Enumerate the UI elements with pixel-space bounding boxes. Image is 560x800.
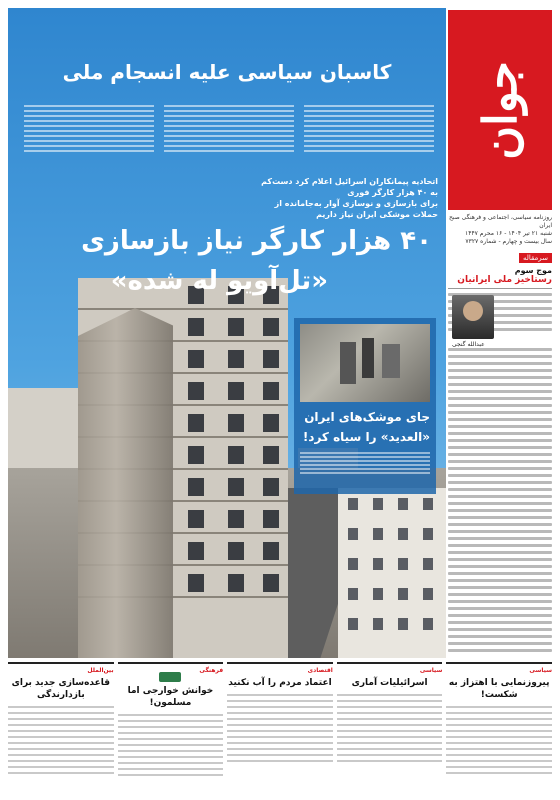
column-title[interactable]: پیروزنمایی با اهتزاز به شکست!	[448, 678, 550, 700]
main-headline: ۴۰ هزار کارگر نیاز بازسازی	[81, 226, 432, 256]
top-headline: کاسبان سیاسی علیه انسجام ملی	[62, 60, 392, 84]
hero-photo	[8, 8, 446, 658]
logo-text: جوان	[473, 60, 527, 160]
inset-story	[294, 318, 436, 494]
editorial-kicker: موج سوم	[514, 266, 552, 275]
author-photo	[452, 295, 494, 339]
text-column-right	[304, 102, 434, 155]
bottom-column[interactable]	[227, 662, 333, 792]
editorial-tag: سرمقاله	[519, 253, 552, 263]
column-title[interactable]: اسرائیلیات آماری	[351, 678, 428, 688]
editorial-title: رستاخیز ملی ایرانیان	[448, 275, 552, 289]
section-badge-icon	[159, 672, 181, 682]
masthead-meta	[448, 214, 552, 246]
inset-headline: جای موشک‌های ایران	[304, 410, 430, 424]
text-column-middle	[164, 102, 294, 155]
column-title[interactable]: قاعده‌سازی جدید برای بازدارندگی	[11, 678, 111, 700]
text-column-left	[24, 102, 154, 155]
adjacent-building	[338, 488, 446, 658]
satellite-image	[300, 324, 430, 402]
sub-kicker-line: اتحادیه پیمانکاران اسرائیل اعلام کرد دست‌کم به ۴۰ هزار کارگر فوری	[261, 177, 438, 197]
inset-headline-secondary: «العدید» را سیاه کرد!	[302, 430, 430, 444]
masthead-meta-line: سال بیست و چهارم - شماره ۷۳۲۷	[465, 238, 552, 245]
masthead-meta-line: شنبه ۲۱ تیر ۱۴۰۴ - ۱۶ محرم ۱۴۴۷	[465, 230, 552, 237]
column-tag: فرهنگی	[199, 667, 224, 674]
column-tag: اقتصادی	[307, 667, 333, 674]
inset-body	[300, 450, 430, 476]
column-title[interactable]: اعتماد مردم را آب نکنید	[228, 678, 332, 688]
bottom-column[interactable]	[337, 662, 443, 792]
bottom-columns	[8, 662, 552, 792]
main-headline-secondary: «تل‌آویو له شده»	[110, 266, 328, 296]
editorial-column	[448, 245, 552, 655]
column-tag: سیاسی	[529, 667, 552, 674]
column-title[interactable]: خوانش خوارجی اما مسلمون!	[127, 686, 214, 708]
sub-kicker-line: برای بازسازی و نوسازی آوار به‌جامانده از حملات موشکی ایران نیاز داریم	[274, 199, 438, 219]
editorial-author: عبدالله گنجی	[452, 341, 485, 348]
masthead	[448, 10, 552, 245]
column-tag: سیاسی	[419, 667, 443, 674]
masthead-meta-line: روزنامه سیاسی، اجتماعی و فرهنگی صبح ایران	[449, 214, 552, 229]
column-tag: بین‌الملل	[87, 667, 114, 674]
bottom-column[interactable]	[446, 662, 552, 792]
bottom-column[interactable]	[118, 662, 224, 792]
newspaper-logo	[448, 10, 552, 210]
bottom-column[interactable]	[8, 662, 114, 792]
collapsed-facade	[78, 308, 173, 658]
editorial-body-continued	[448, 348, 552, 655]
sub-kicker	[258, 176, 438, 220]
